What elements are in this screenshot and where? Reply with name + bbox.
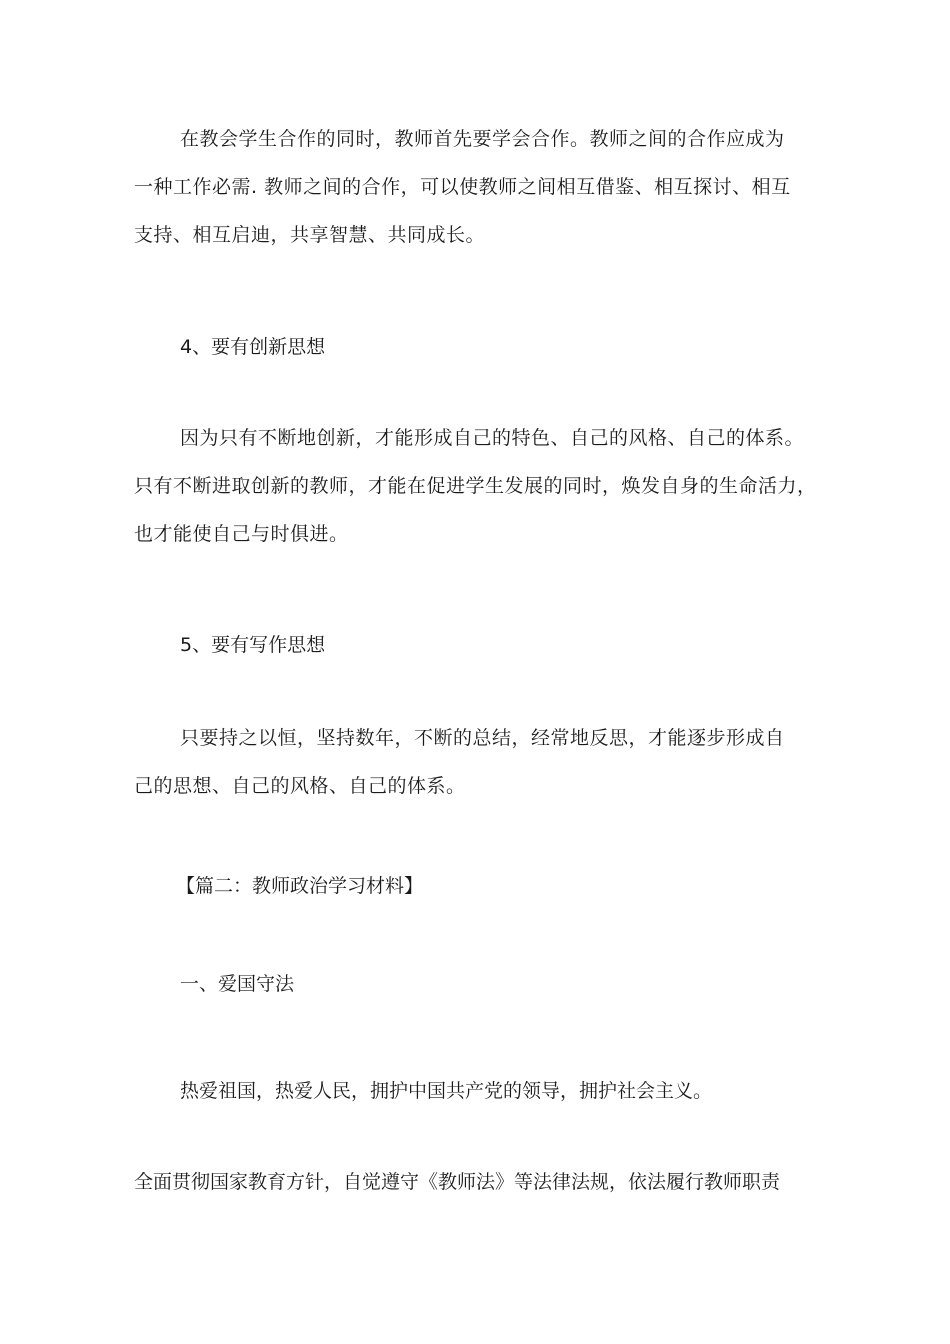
paragraph-line: 只有不断进取创新的教师，才能在促进学生发展的同时，焕发自身的生命活力， (134, 475, 817, 497)
paragraph-cooperation (134, 115, 834, 259)
paragraph-innovation (134, 414, 834, 558)
heading-innovation: 4、要有创新思想 (180, 336, 326, 358)
heading-writing: 5、要有写作思想 (180, 634, 326, 656)
paragraph-line: 支持、相互启迪，共享智慧、共同成长。 (134, 224, 486, 246)
paragraph-line: 己的思想、自己的风格、自己的体系。 (134, 775, 466, 797)
paragraph-patriotism: 热爱祖国，热爱人民，拥护中国共产党的领导，拥护社会主义。 (180, 1080, 713, 1102)
paragraph-line: 也才能使自己与时俱进。 (134, 523, 349, 545)
paragraph-line: 在教会学生合作的同时，教师首先要学会合作。教师之间的合作应成为 (180, 128, 785, 150)
paragraph-line: 因为只有不断地创新，才能形成自己的特色、自己的风格、自己的体系。 (180, 427, 805, 449)
section-title: 【篇二：教师政治学习材料】 (176, 875, 424, 897)
heading-patriotism: 一、爱国守法 (180, 973, 295, 995)
paragraph-education-policy: 全面贯彻国家教育方针，自觉遵守《教师法》等法律法规，依法履行教师职责 (134, 1171, 781, 1193)
paragraph-line: 只要持之以恒，坚持数年，不断的总结，经常地反思，才能逐步形成自 (180, 727, 785, 749)
paragraph-line: 一种工作必需. 教师之间的合作，可以使教师之间相互借鉴、相互探讨、相互 (134, 176, 791, 198)
paragraph-writing (134, 714, 834, 810)
